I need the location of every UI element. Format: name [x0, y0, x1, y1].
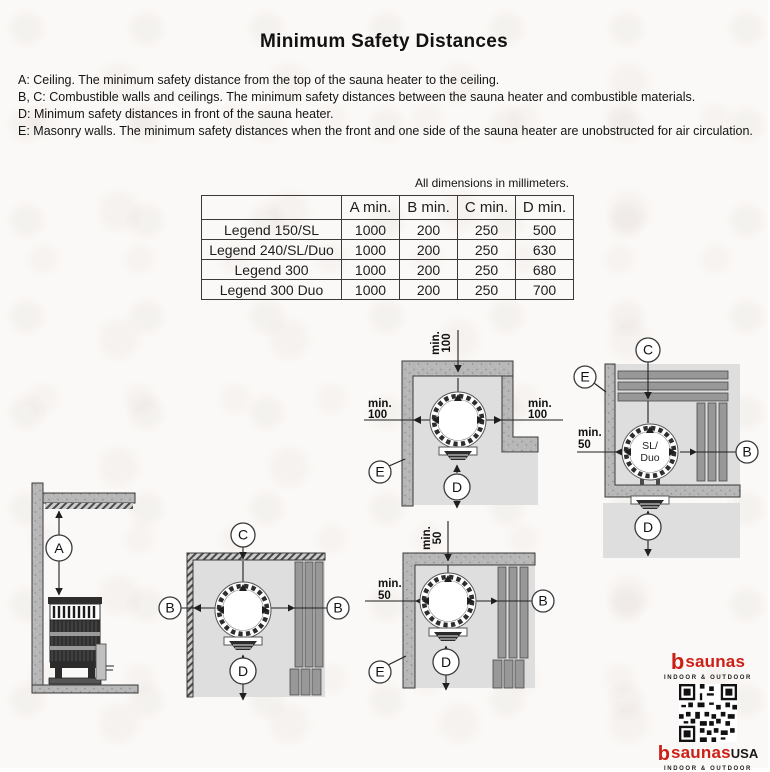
sauna-heater-top-view — [430, 392, 486, 448]
cell-d: 630 — [516, 240, 574, 260]
svg-text:C: C — [642, 341, 654, 358]
svg-text:50: 50 — [578, 439, 591, 451]
table-header-row — [202, 196, 574, 220]
lower-floor-area — [603, 503, 740, 558]
svg-text:Duo: Duo — [640, 452, 660, 464]
svg-text:A: A — [54, 540, 64, 556]
svg-text:50: 50 — [378, 590, 391, 602]
cell-c: 250 — [458, 240, 516, 260]
cell-b: 200 — [400, 220, 458, 240]
label-c-badge — [231, 523, 255, 547]
note-e: E: Masonry walls. The minimum safety distances when the front and one side of the sauna heater are unobstructed for air circulation. — [18, 124, 753, 138]
cell-a: 1000 — [342, 220, 400, 240]
svg-text:B: B — [165, 599, 175, 616]
brand-wordmark-bottom — [650, 744, 766, 764]
svg-text:B: B — [742, 443, 752, 460]
heater-model-badge: SL/ — [642, 440, 658, 452]
cell-model: Legend 240/SL/Duo — [202, 240, 342, 260]
dim-min-100-right: min. — [528, 398, 552, 410]
dim-min-50-left: min. — [378, 578, 402, 590]
heater-leg — [640, 479, 644, 485]
table-row — [202, 260, 574, 280]
cell-c: 250 — [458, 260, 516, 280]
label-b-badge — [159, 597, 181, 619]
bench-boards-right — [493, 567, 528, 688]
brand-name: saunas — [670, 743, 731, 762]
svg-text:E: E — [375, 463, 385, 480]
diagram-masonry-corner-100 — [358, 322, 570, 514]
diagram-masonry-corner-50 — [360, 515, 565, 720]
bench-boards-top — [618, 371, 728, 401]
brand-tagline: INDOOR & OUTDOOR — [664, 675, 752, 681]
dimensions-unit-note: All dimensions in millimeters. — [414, 176, 569, 190]
sauna-heater-top-view — [420, 573, 476, 629]
diagram-masonry-sl-duo — [575, 335, 770, 567]
svg-text:50: 50 — [432, 531, 444, 545]
label-e-badge — [369, 459, 405, 483]
svg-text:E: E — [580, 368, 590, 385]
table-row — [202, 220, 574, 240]
cell-d: 500 — [516, 220, 574, 240]
brand-logo-block — [650, 651, 766, 772]
legend-notes — [18, 72, 754, 140]
svg-text:100: 100 — [441, 333, 453, 353]
diagram-combustible-corner — [155, 515, 355, 715]
label-b-badge — [532, 590, 554, 612]
svg-text:D: D — [642, 519, 654, 535]
brand-wordmark-top — [650, 651, 766, 673]
sauna-heater-top-view — [215, 582, 271, 638]
note-a: A: Ceiling. The minimum safety distance from the top of the sauna heater to the ceiling. — [18, 73, 500, 87]
dim-min-50-top — [421, 526, 444, 550]
cell-c: 250 — [458, 220, 516, 240]
note-bc: B, C: Combustible walls and ceilings. The minimum safety distances between the sauna heater and combustible materials. — [18, 90, 696, 104]
svg-text:D: D — [440, 654, 452, 670]
label-e-badge — [574, 366, 606, 392]
dim-min-100-top — [430, 331, 453, 355]
svg-text:min.: min. — [421, 526, 433, 550]
label-e-badge — [369, 656, 406, 683]
label-d-badge — [230, 658, 256, 684]
label-c-badge — [636, 338, 660, 362]
svg-text:B: B — [333, 599, 343, 616]
table-corner-cell — [202, 196, 342, 220]
cell-b: 200 — [400, 280, 458, 300]
svg-text:D: D — [451, 479, 463, 495]
floor — [32, 685, 138, 693]
cell-a: 1000 — [342, 260, 400, 280]
col-b-min: B min. — [400, 196, 458, 220]
qr-code — [679, 684, 737, 742]
svg-text:min.: min. — [430, 331, 442, 355]
bench-boards-right — [697, 403, 727, 481]
cell-model: Legend 300 — [202, 260, 342, 280]
svg-text:100: 100 — [368, 409, 388, 421]
col-d-min: D min. — [516, 196, 574, 220]
table-row — [202, 240, 574, 260]
diagram-ceiling-side-view — [20, 470, 150, 702]
cell-d: 680 — [516, 260, 574, 280]
brand-b-icon: b — [657, 743, 670, 765]
cell-c: 250 — [458, 280, 516, 300]
brand-tagline: INDOOR & OUTDOOR — [664, 766, 752, 772]
brand-usa-suffix: USA — [730, 746, 759, 761]
brand-b-icon: b — [670, 649, 685, 674]
cell-a: 1000 — [342, 280, 400, 300]
label-d-badge — [433, 649, 459, 675]
brand-name: saunas — [685, 652, 746, 671]
safety-distance-table — [201, 195, 574, 300]
col-a-min: A min. — [342, 196, 400, 220]
label-a-badge — [46, 535, 72, 561]
heater-control-panel — [96, 644, 106, 680]
ceiling-beam — [43, 493, 135, 503]
col-c-min: C min. — [458, 196, 516, 220]
label-d-badge — [444, 474, 470, 500]
bench-boards-right — [290, 562, 323, 695]
svg-text:B: B — [538, 592, 548, 609]
ceiling-hatch — [45, 503, 133, 509]
dim-min-100-left: min. — [368, 398, 392, 410]
svg-text:C: C — [237, 526, 249, 543]
cell-a: 1000 — [342, 240, 400, 260]
svg-text:D: D — [237, 663, 249, 679]
label-d-badge — [635, 514, 661, 540]
page-title: Minimum Safety Distances — [260, 31, 508, 52]
table-row — [202, 280, 574, 300]
svg-text:E: E — [375, 663, 385, 680]
label-b-badge — [736, 441, 758, 463]
dim-min-50: min. — [578, 427, 602, 439]
cell-model: Legend 300 Duo — [202, 280, 342, 300]
svg-text:100: 100 — [528, 409, 548, 421]
side-wall — [32, 483, 43, 693]
note-d: D: Minimum safety distances in front of the sauna heater. — [18, 107, 334, 121]
cell-d: 700 — [516, 280, 574, 300]
cell-b: 200 — [400, 260, 458, 280]
heater-leg — [656, 479, 660, 485]
cell-model: Legend 150/SL — [202, 220, 342, 240]
label-b-badge — [327, 597, 349, 619]
sauna-heater-side-view — [48, 597, 114, 684]
cell-b: 200 — [400, 240, 458, 260]
